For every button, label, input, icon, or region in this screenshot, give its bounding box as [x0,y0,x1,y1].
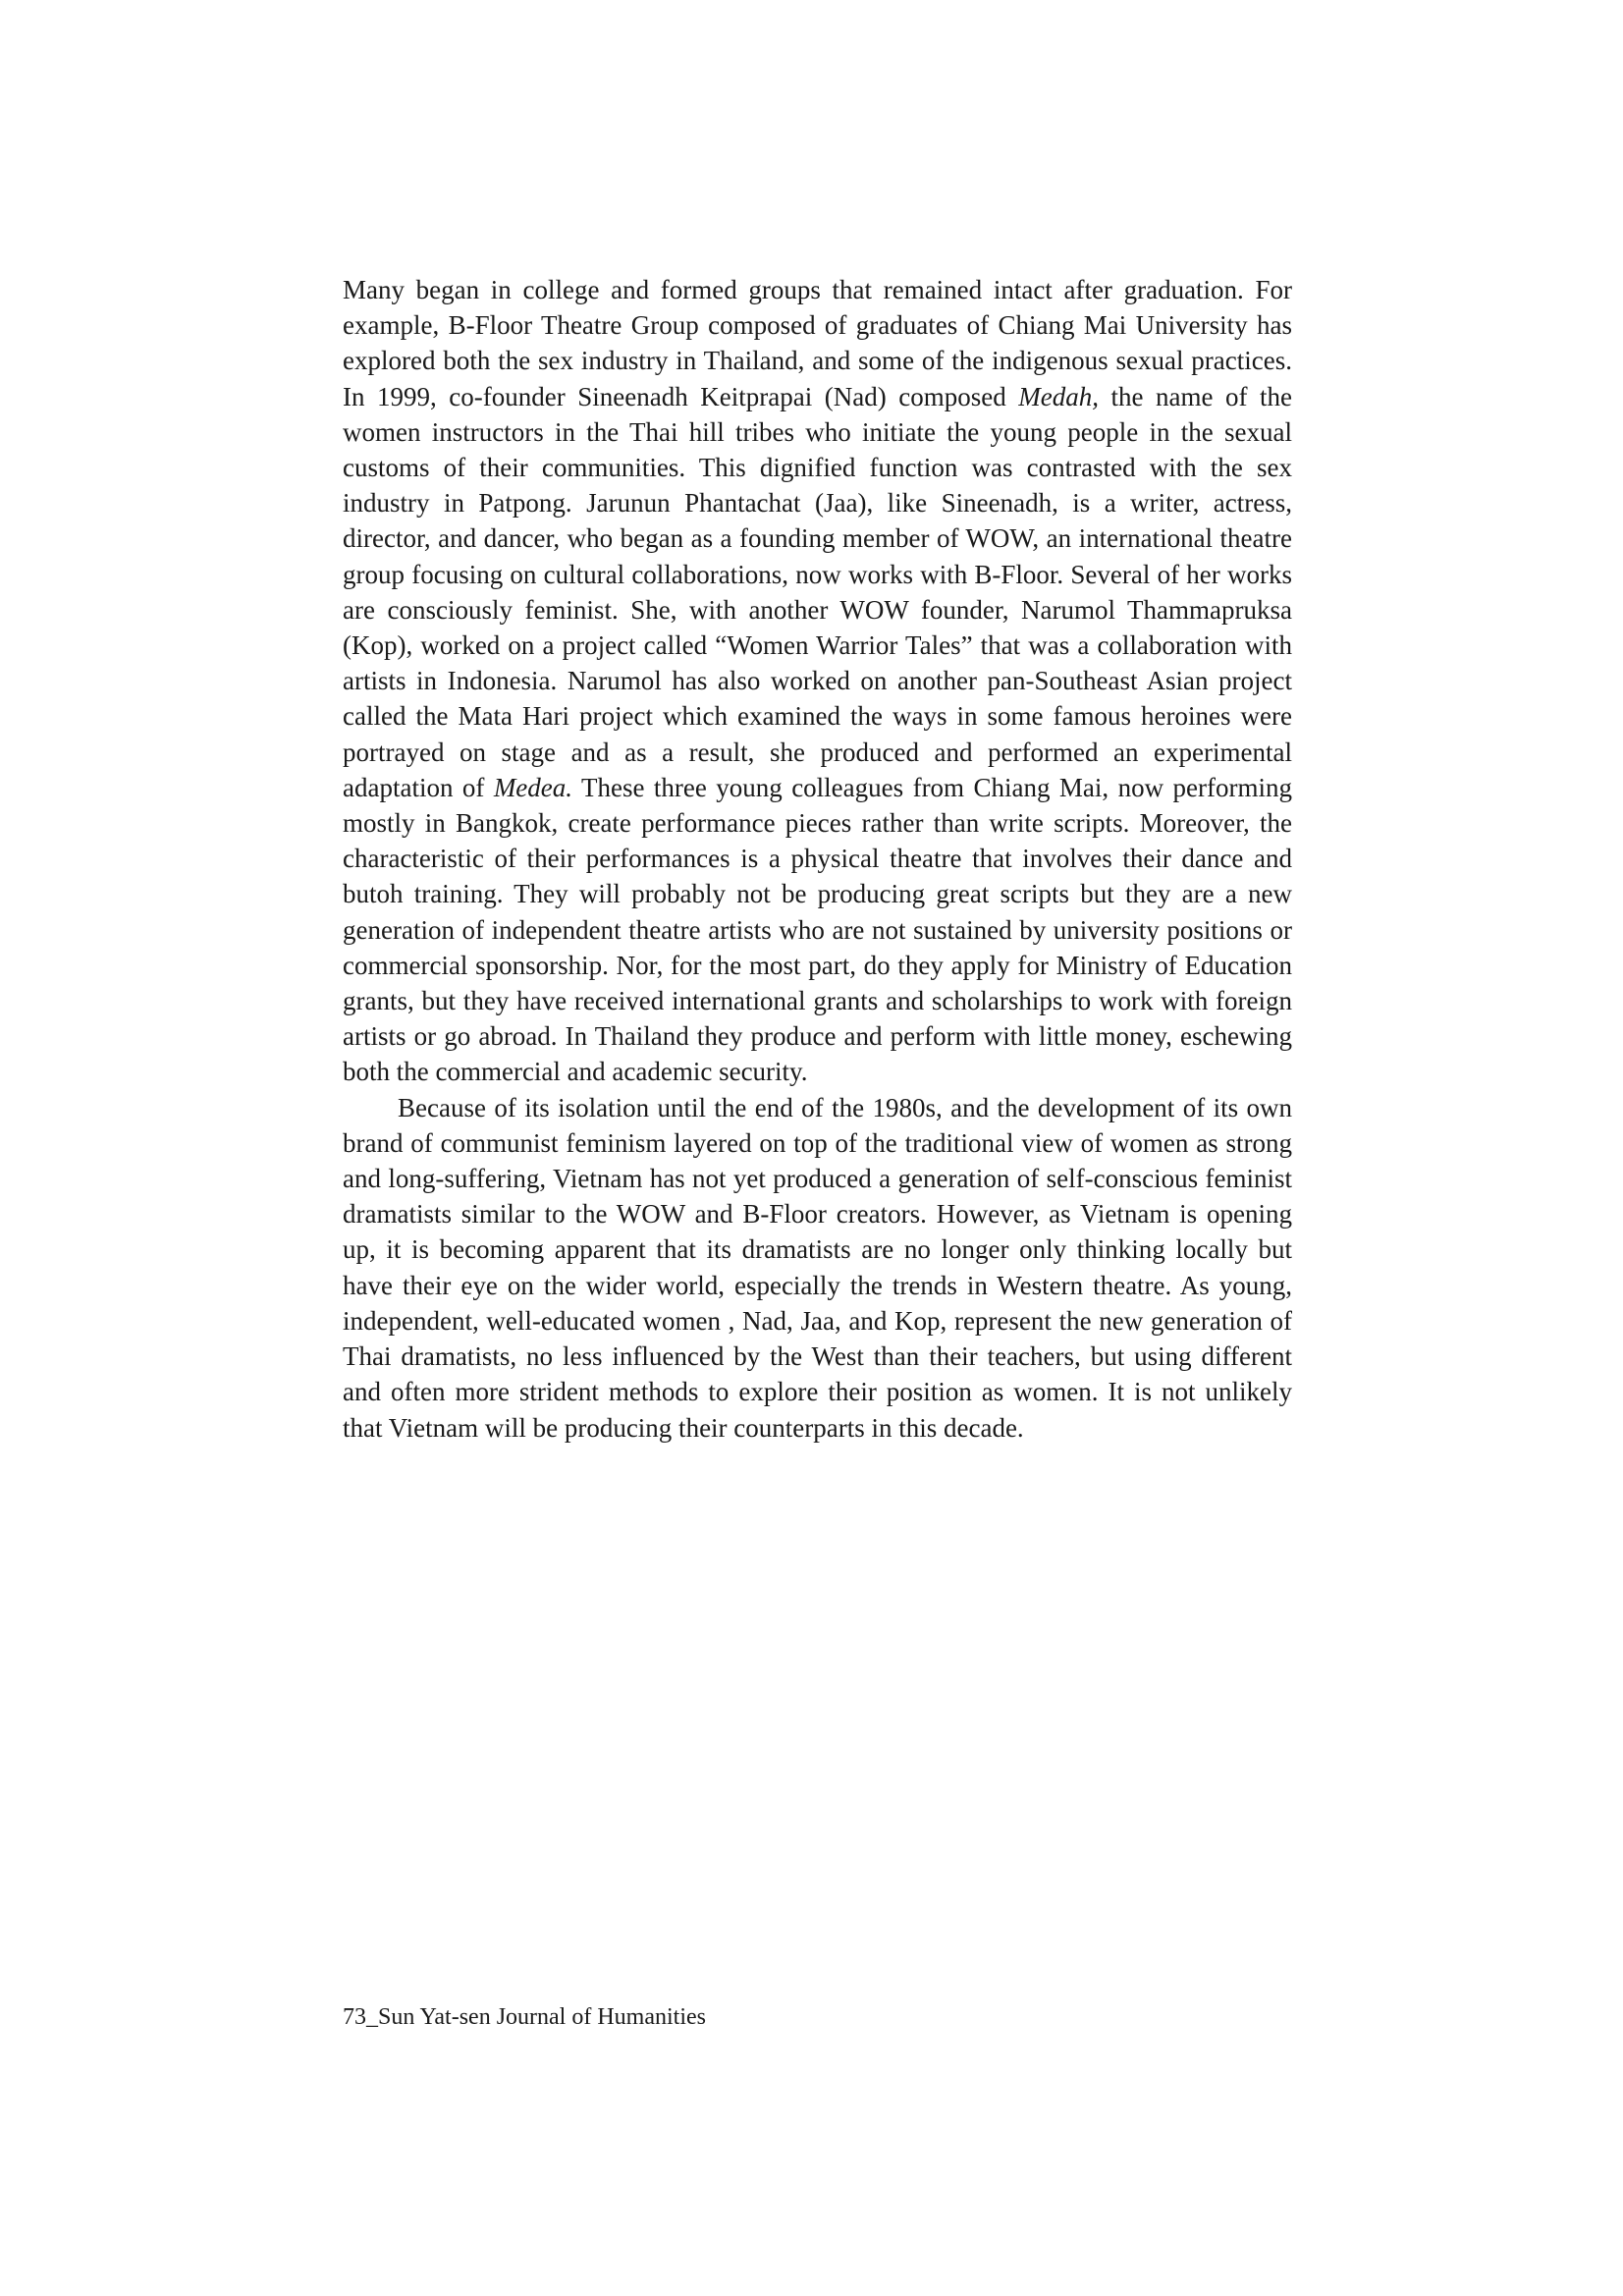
body-text [343,272,1292,1446]
text-run: Because of its isolation until the end of the 1980s, and the development of its own brand of communist feminism layered on top of the traditional view of women as strong and long-suffering, Vietnam has not yet produced a generation of self-conscious feminist dramatists similar to the WOW and B-Floor creators. However, as Vietnam is opening up, it is becoming apparent that its dramatists are no longer only thinking locally but have their eye on the wider world, especially the trends in Western theatre. As young, independent, well-educated women , Nad, Jaa, and Kop, represent the new generation of Thai dramatists, no less influenced by the West than their teachers, but using different and often more strident methods to explore their position as women. It is not unlikely that Vietnam will be producing their counterparts in this decade. [343,1092,1292,1443]
text-run: the name of the women instructors in the Thai hill tribes who initiate the young people in the sexual customs of their communities. This dignified function was contrasted with the sex industry in Patpong. Jarunun Phantachat (Jaa), like Sineenadh, is a writer, actress, director, and dancer, who began as a founding member of WOW, an international theatre group focusing on cultural collaborations, now works with B-Floor. Several of her works are consciously feminist. She, with another WOW founder, Narumol Thammapruksa (Kop), worked on a project called “Women Warrior Tales” that was a collaboration with artists in Indonesia. Narumol has also worked on another pan-Southeast Asian project called the Mata Hari project which examined the ways in some famous heroines were portrayed on stage and as a result, she produced and performed an experimental adaptation of [343,381,1292,802]
italic-title: Medea. [493,772,573,802]
italic-title: Medah, [1018,381,1099,411]
page-footer: 73_Sun Yat-sen Journal of Humanities [343,2004,706,2030]
text-run: These three young colleagues from Chiang Mai, now performing mostly in Bangkok, create performance pieces rather than write scripts. Moreover, the characteristic of their performances is a physical theatre that involves their dance and butoh training. They will probably not be producing great scripts but they are a new generation of independent theatre artists who are not sustained by university positions or commercial sponsorship. Nor, for the most part, do they apply for Ministry of Education grants, but they have received international grants and scholarships to work with foreign artists or go abroad. In Thailand they produce and perform with little money, eschewing both the commercial and academic security. [343,772,1292,1087]
text-run: Many began in college and formed groups that remained intact after graduation. For example, B-Floor Theatre Group composed of graduates of Chiang Mai University has explored both the sex industry in Thailand, and some of the indigenous sexual practices. In 1999, co-founder Sineenadh Keitprapai (Nad) composed [343,275,1292,411]
paragraph [343,272,1292,1090]
paragraph [343,1090,1292,1446]
